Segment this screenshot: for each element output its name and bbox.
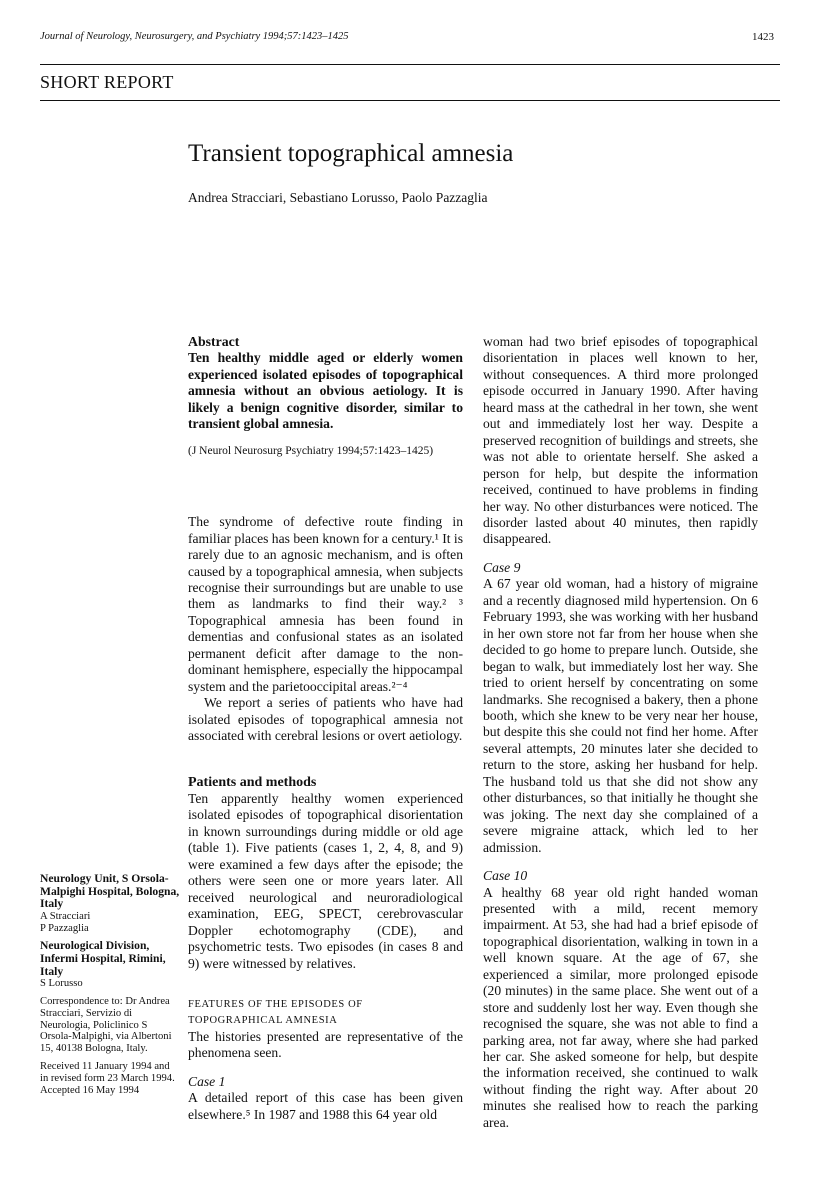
methods-body: Ten apparently healthy women experienced isolated episodes of topographical disorientation in known surroundings during middle or old age (table 1). Five patients (cases 1, 2, 4, 8, and 9) were examined a few days after the episode; the others were seen one or more years later. All received neurological and neuroradiological examination, EEG, SPECT, cerebrovascular Doppler echotomography (CDE), and psychometric tests. Two episodes (in cases 8 and 9) were witnessed by relatives. — [188, 790, 463, 971]
abstract-heading: Abstract — [188, 334, 240, 349]
abstract-citation: (J Neurol Neurosurg Psychiatry 1994;57:1423–1425) — [188, 444, 434, 457]
section-label: SHORT REPORT — [40, 72, 174, 92]
features-heading-line1: FEATURES OF THE EPISODES OF — [188, 998, 363, 1010]
case1-heading: Case 1 — [188, 1073, 226, 1089]
right-column — [483, 334, 758, 1131]
journal-citation: Journal of Neurology, Neurosurgery, and Psychiatry 1994;57:1423–1425 — [40, 31, 349, 42]
features-body: The histories presented are representative of the phenomena seen. — [188, 1028, 463, 1061]
features-heading — [188, 997, 463, 1029]
methods-heading: Patients and methods — [188, 774, 317, 790]
affiliation-unit1-person2: P Pazzaglia — [40, 922, 89, 934]
case10-heading: Case 10 — [483, 868, 528, 884]
article-title: Transient topographical amnesia — [188, 140, 514, 167]
accepted-date: Accepted 16 May 1994 — [40, 1084, 140, 1096]
features-heading-line2: TOPOGRAPHICAL AMNESIA — [188, 1014, 338, 1026]
affiliation-unit2: Neurological Division, Infermi Hospital, Rimini, Italy — [40, 939, 166, 978]
section-rule — [40, 100, 780, 101]
intro-paragraph-2: We report a series of patients who have had isolated episodes of topographical amnesia not associated with cerebral lesions or overt aetiology. — [188, 695, 463, 744]
affiliation-unit1-person1: A Stracciari — [40, 910, 91, 922]
page-number: 1423 — [752, 31, 774, 43]
intro-paragraph-1: The syndrome of defective route finding in familiar places has been known for a century.¹ It is rarely due to an agnosic mechanism, and is often caused by a topographical amnesia, when subjects recognise their surroundings but are unable to use them as landmarks to find their way.² ³ Topographical amnesia has been found in dementias and confusional states as an isolated permanent deficit after damage to the non-dominant hemisphere, especially the hippocampal system and the parietooccipital areas.²⁻⁴ — [188, 514, 463, 694]
received-date: Received 11 January 1994 and in revised form 23 March 1994. — [40, 1060, 175, 1084]
case1-continued: woman had two brief episodes of topographical disorientation in places well known to her, without consequences. A third more prolonged episode occurred in January 1990. After having heard mass at the cathedral in her town, she went out and immediately lost her way. Despite a preserved recognition of buildings and streets, she was not able to orientate herself. She asked a person for help, but despite the information received, continued to have problems in finding her way. No other disturbances were noticed. The disorder lasted about 40 minutes, then rapidly disappeared. — [483, 334, 758, 547]
case1-body: A detailed report of this case has been given elsewhere.⁵ In 1987 and 1988 this 64 year old — [188, 1090, 463, 1122]
affiliations-margin — [40, 873, 180, 1096]
affiliation-unit1: Neurology Unit, S Orsola-Malpighi Hospital, Bologna, Italy — [40, 872, 180, 911]
case9-body: A 67 year old woman, had a history of migraine and a recently diagnosed mild hypertension. On 6 February 1993, she was working with her husband in her own store not far from her house when she decided to go home to prepare lunch. Outside, she began to walk, but immediately lost her way. She tried to orient herself by concentrating on some landmarks. She recognised a bakery, then a phone booth, which she knew to be very near her house, but despite this she could not find her home. After several attempts, 20 minutes later she decided to return to the store, asking her husband for help. The husband told us that she did not show any other disturbances, so that initially he thought she was joking. The next day she complained of a severe migraine attack, which led to her admission. — [483, 576, 758, 855]
case9-heading: Case 9 — [483, 559, 521, 575]
case10-body: A healthy 68 year old right handed woman presented with a mild, recent memory impairment. At 53, she had had a brief episode of topographical disorientation, walking in town in a well known square. At the age of 67, she experienced a similar, more prolonged episode (20 minutes) in the same place. She went out of a store and suddenly lost her way. Even though she recognised the square, she was not able to find a parking area, not far away, where she had parked her car. She asked someone for help, but despite the information received, she continued to walk without finding the right way. After about 20 minutes she realised how to reach the parking area. — [483, 884, 758, 1130]
affiliation-unit2-person1: S Lorusso — [40, 978, 83, 990]
correspondence: Correspondence to: Dr Andrea Stracciari, Servizio di Neurologia, Policlinico S Orsola-Malpighi, via Albertoni 15, 40138 Bologna, Italy. — [40, 995, 172, 1055]
top-rule — [40, 64, 780, 65]
left-column — [188, 334, 463, 1123]
abstract-body: Ten healthy middle aged or elderly women experienced isolated episodes of topographical amnesia without an obvious aetiology. It is likely a benign cognitive disorder, similar to transient global amnesia. — [188, 350, 463, 432]
article-authors: Andrea Stracciari, Sebastiano Lorusso, Paolo Pazzaglia — [188, 190, 488, 205]
